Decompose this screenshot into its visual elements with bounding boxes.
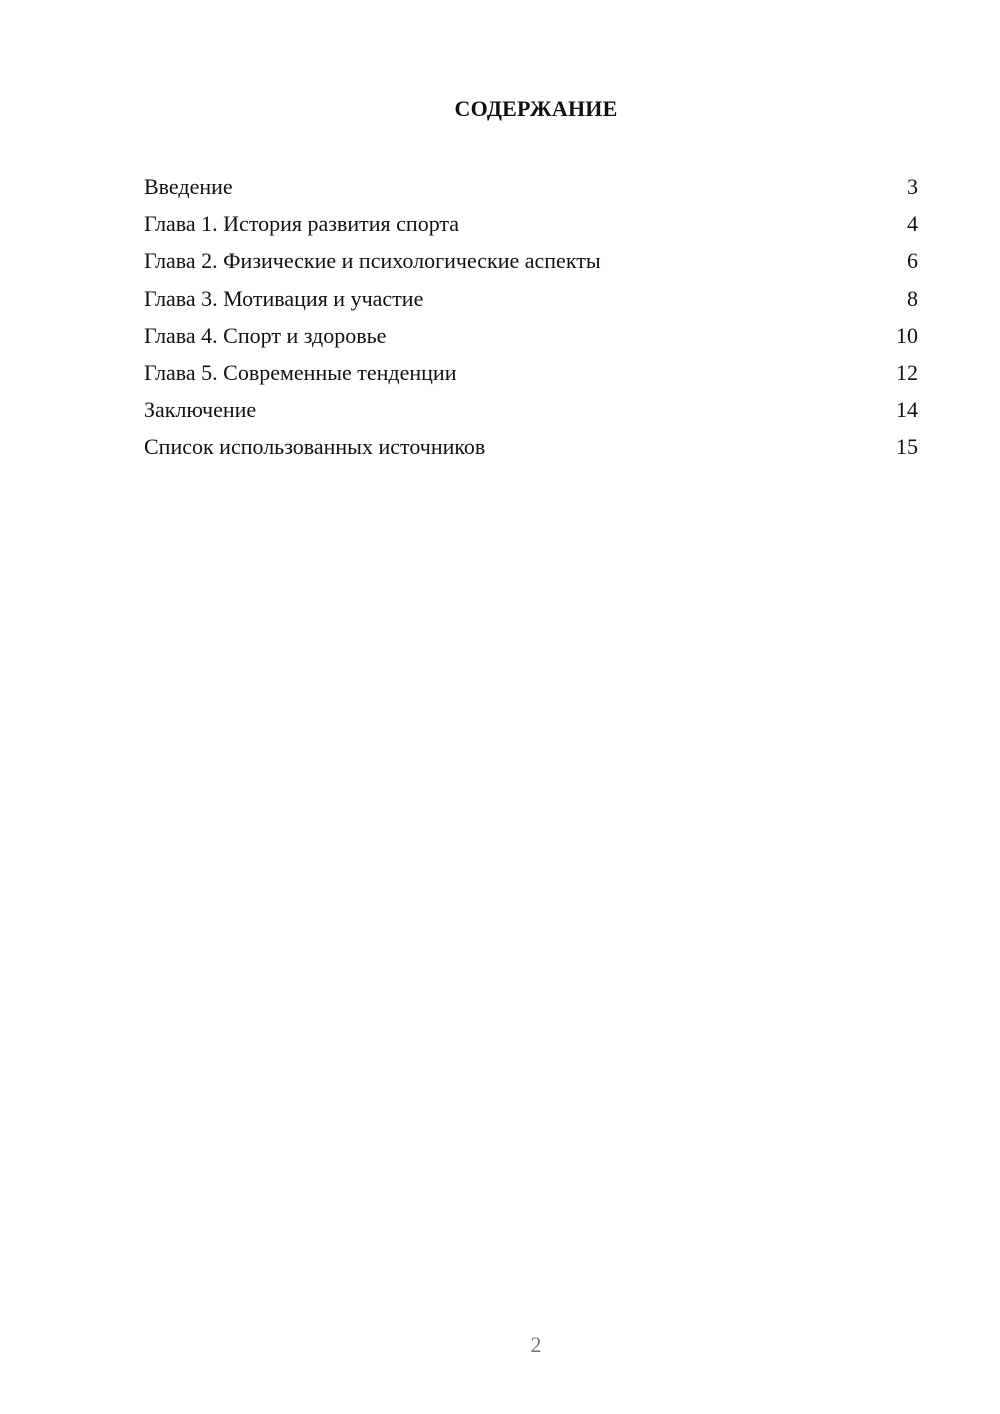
toc-entry-page: 6 xyxy=(907,248,918,274)
toc-entry-references xyxy=(144,428,918,465)
toc-entry-page: 3 xyxy=(907,174,918,199)
toc-entry-page: 8 xyxy=(907,285,918,311)
toc-entry-chapter-3 xyxy=(144,280,918,317)
toc-entry-introduction xyxy=(144,168,918,205)
toc-entry-label: Глава 2. Физические и психологические аспекты xyxy=(144,248,601,274)
table-of-contents xyxy=(144,168,918,466)
toc-entry-chapter-5 xyxy=(144,354,918,391)
toc-entry-chapter-1 xyxy=(144,205,918,242)
toc-entry-page: 4 xyxy=(907,211,918,237)
toc-entry-chapter-4 xyxy=(144,317,918,354)
toc-entry-label: Список использованных источников xyxy=(144,434,486,460)
toc-title: СОДЕРЖАНИЕ xyxy=(454,96,618,121)
toc-entry-label: Глава 3. Мотивация и участие xyxy=(144,285,424,311)
toc-entry-chapter-2 xyxy=(144,242,918,279)
toc-entry-page: 15 xyxy=(896,434,918,460)
page-number: 2 xyxy=(530,1332,542,1357)
toc-entry-label: Глава 1. История развития спорта xyxy=(144,211,460,237)
toc-entry-label: Глава 4. Спорт и здоровье xyxy=(144,322,387,348)
toc-entry-label: Глава 5. Современные тенденции xyxy=(144,359,457,385)
toc-entry-page: 12 xyxy=(896,359,918,385)
toc-entry-conclusion xyxy=(144,391,918,428)
toc-entry-page: 10 xyxy=(896,322,918,348)
toc-entry-page: 14 xyxy=(896,397,918,423)
toc-entry-label: Введение xyxy=(144,174,233,199)
toc-entry-label: Заключение xyxy=(144,397,257,423)
